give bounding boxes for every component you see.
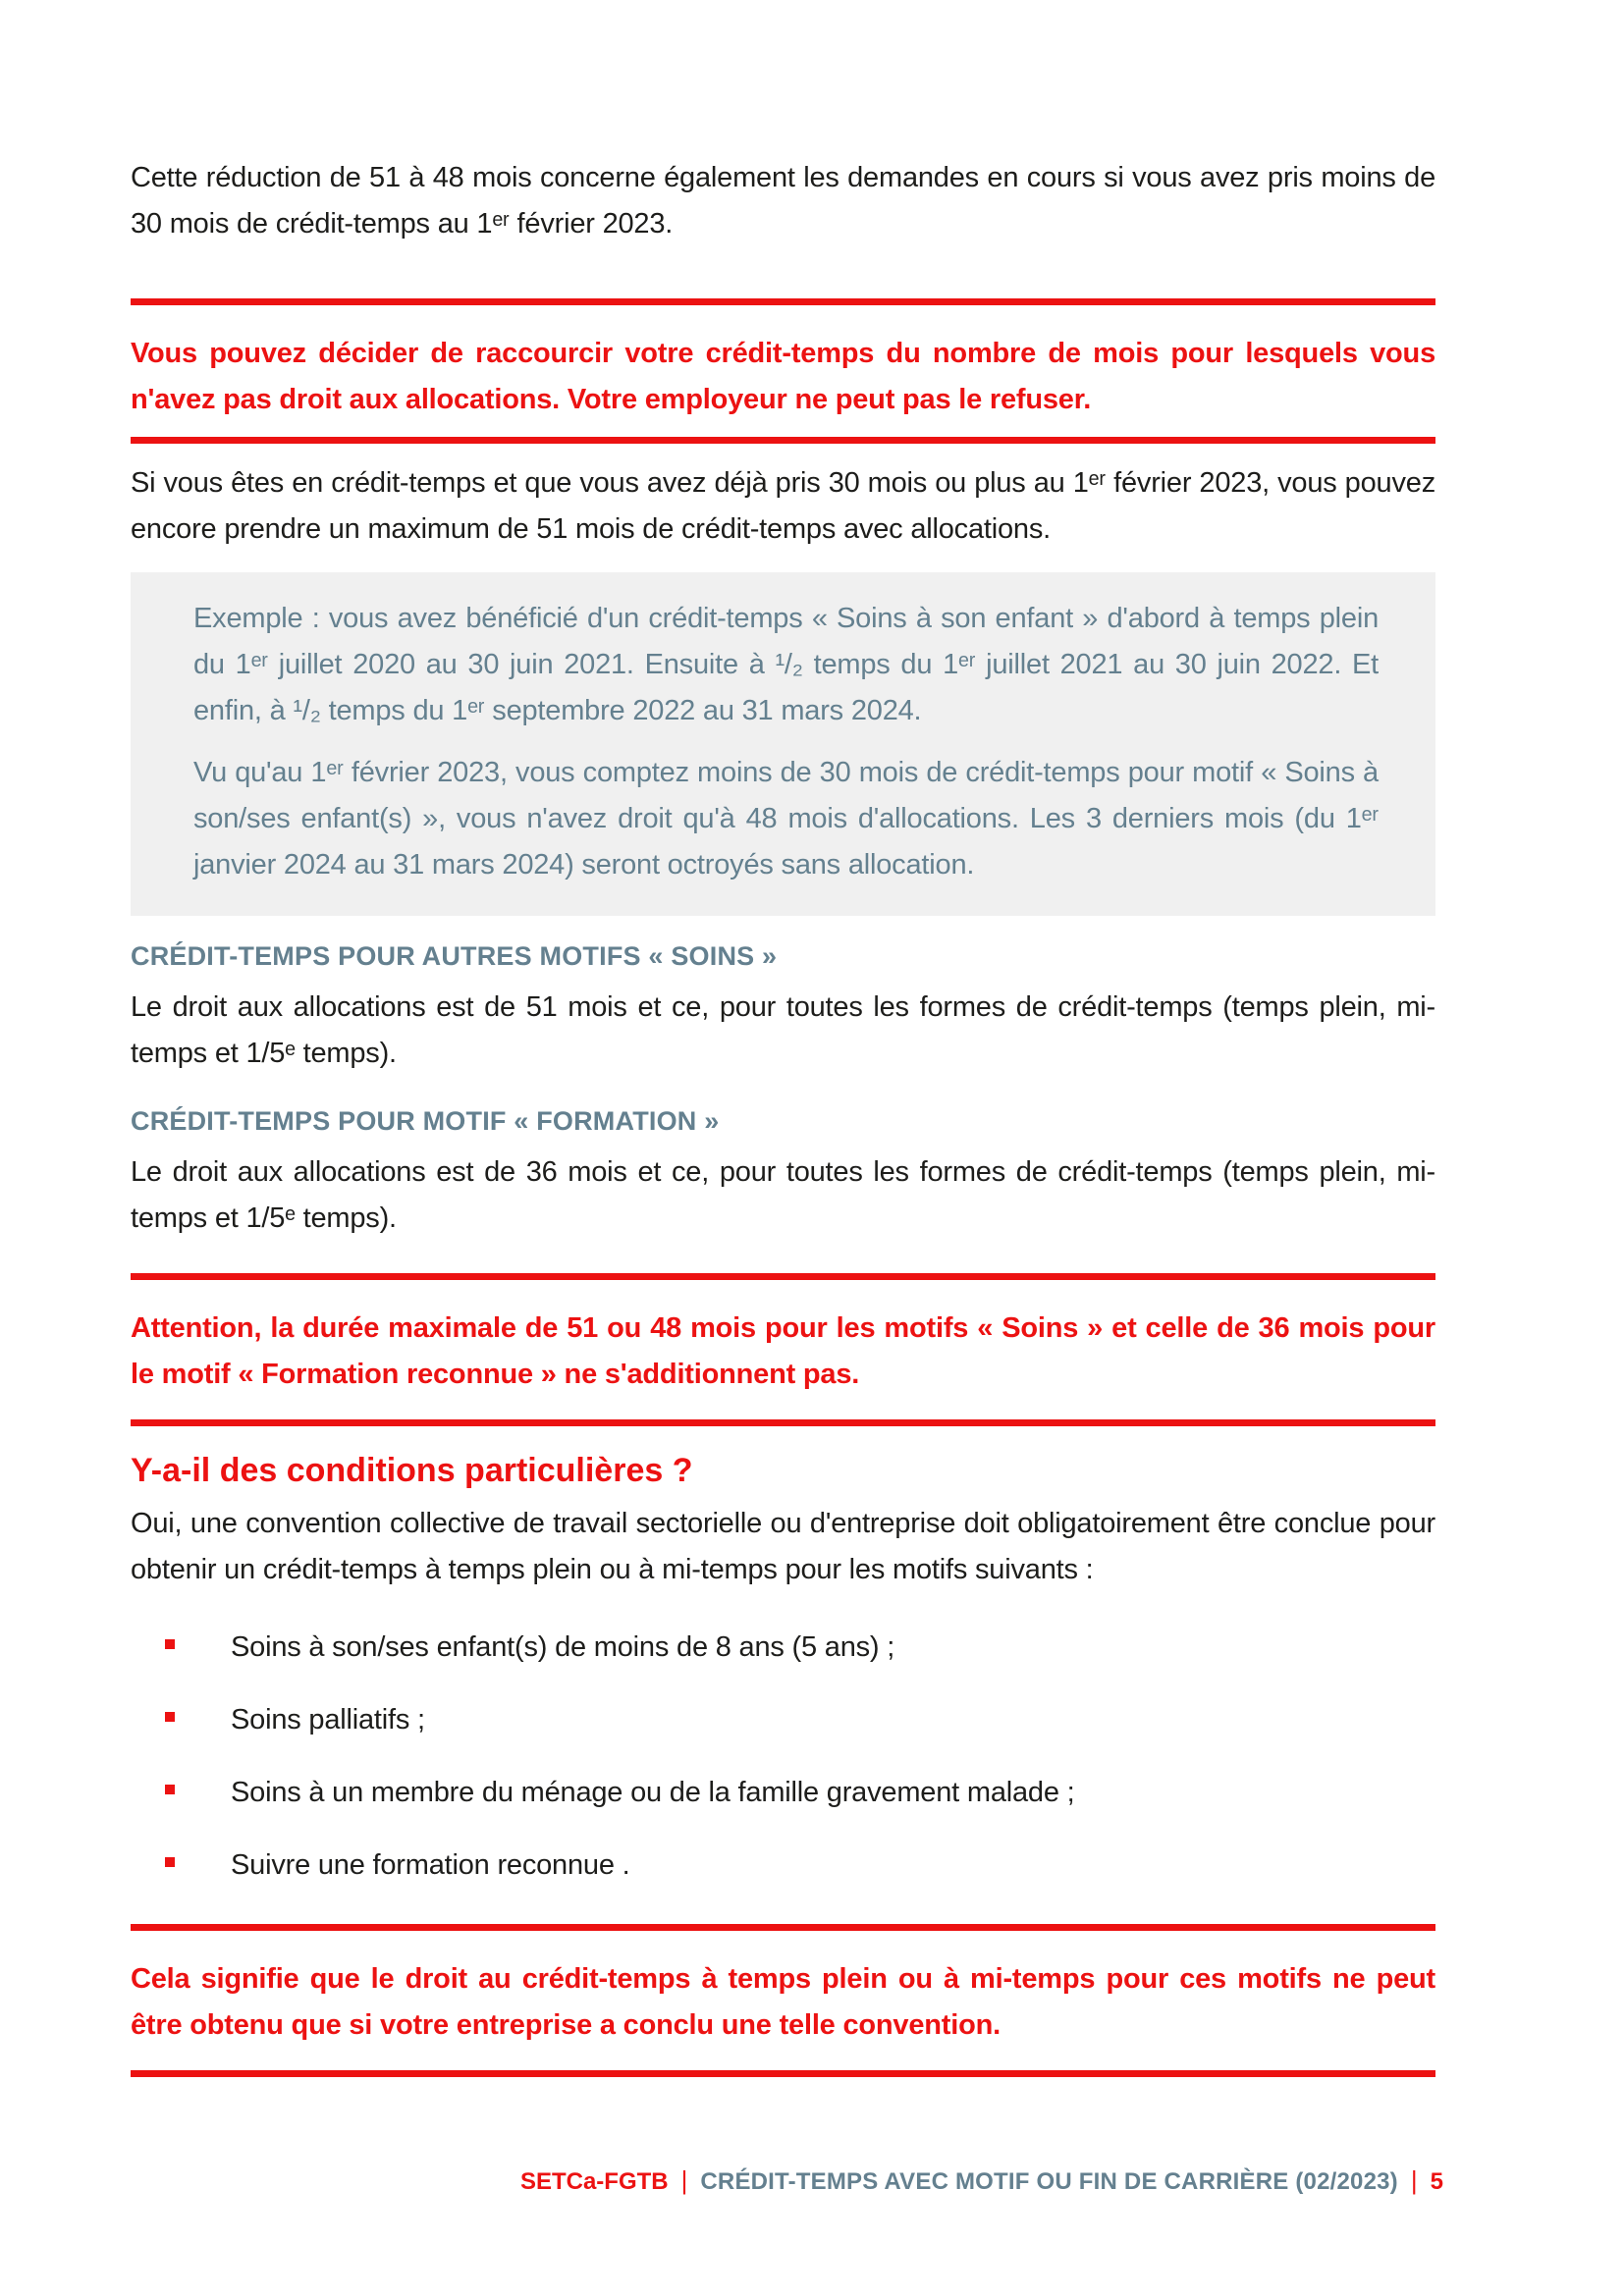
- question-heading: Y-a-il des conditions particulières ?: [131, 1452, 693, 1489]
- question-body: Oui, une convention collective de travail sectorielle ou d'entreprise doit obligatoirement être conclue pour obtenir un crédit-temps à temps plein ou à mi-temps pour les motifs suivants :: [131, 1508, 1435, 1585]
- conditions-bullet-list: [131, 1625, 1435, 1889]
- footer-page-number: 5: [1430, 2168, 1443, 2195]
- red-divider-3: [131, 1273, 1435, 1280]
- list-item-label: Suivre une formation reconnue .: [231, 1849, 630, 1881]
- body-formation: Le droit aux allocations est de 36 mois et ce, pour toutes les formes de crédit-temps (temps plein, mi-temps et 1/5ᵉ temps).: [131, 1156, 1435, 1234]
- footer-document-title: CRÉDIT-TEMPS AVEC MOTIF OU FIN DE CARRIÈRE (02/2023): [700, 2168, 1398, 2195]
- list-item: [131, 1770, 1435, 1816]
- red-square-bullet-icon: [165, 1712, 175, 1722]
- footer: [520, 2165, 1443, 2196]
- callout-attention: Attention, la durée maximale de 51 ou 48 mois pour les motifs « Soins » et celle de 36 mois pour le motif « Formation reconnue » ne s'additionnent pas.: [131, 1312, 1435, 1390]
- heading-soins: CRÉDIT-TEMPS POUR AUTRES MOTIFS « SOINS »: [131, 941, 778, 971]
- callout-convention: Cela signifie que le droit au crédit-temps à temps plein ou à mi-temps pour ces motifs ne peut être obtenu que si votre entreprise a conclu une telle convention.: [131, 1963, 1435, 2041]
- red-divider-1: [131, 298, 1435, 305]
- red-divider-6: [131, 2070, 1435, 2077]
- page-content: [131, 0, 1435, 2077]
- list-item-label: Soins palliatifs ;: [231, 1704, 425, 1735]
- footer-separator: |: [1410, 2165, 1418, 2195]
- intro-paragraph: Cette réduction de 51 à 48 mois concerne également les demandes en cours si vous avez pris moins de 30 mois de crédit-temps au 1ᵉʳ février 2023.: [131, 162, 1435, 240]
- example-paragraph-2: Vu qu'au 1ᵉʳ février 2023, vous comptez moins de 30 mois de crédit-temps pour motif « Soins à son/ses enfant(s) », vous n'avez droit qu'à 48 mois d'allocations. Les 3 derniers mois (du 1ᵉʳ janvier 2024 au 31 mars 2024) seront octroyés sans allocation.: [193, 757, 1379, 881]
- body-soins: Le droit aux allocations est de 51 mois et ce, pour toutes les formes de crédit-temps (temps plein, mi-temps et 1/5ᵉ temps).: [131, 991, 1435, 1069]
- example-box: [131, 572, 1435, 916]
- heading-formation: CRÉDIT-TEMPS POUR MOTIF « FORMATION »: [131, 1106, 720, 1136]
- red-divider-4: [131, 1419, 1435, 1426]
- list-item: [131, 1697, 1435, 1743]
- callout-shorten-credit: Vous pouvez décider de raccourcir votre crédit-temps du nombre de mois pour lesquels vous n'avez pas droit aux allocations. Votre employeur ne peut pas le refuser.: [131, 338, 1435, 415]
- list-item: [131, 1625, 1435, 1671]
- list-item: [131, 1842, 1435, 1889]
- footer-separator: |: [680, 2165, 688, 2195]
- red-divider-2: [131, 437, 1435, 444]
- red-divider-5: [131, 1924, 1435, 1931]
- list-item-label: Soins à un membre du ménage ou de la famille gravement malade ;: [231, 1777, 1075, 1808]
- paragraph-30-months: Si vous êtes en crédit-temps et que vous avez déjà pris 30 mois ou plus au 1ᵉʳ février 2023, vous pouvez encore prendre un maximum de 51 mois de crédit-temps avec allocations.: [131, 467, 1435, 545]
- list-item-label: Soins à son/ses enfant(s) de moins de 8 ans (5 ans) ;: [231, 1631, 895, 1663]
- red-square-bullet-icon: [165, 1639, 175, 1649]
- red-square-bullet-icon: [165, 1857, 175, 1867]
- footer-brand: SETCa-FGTB: [519, 2168, 669, 2195]
- example-paragraph-1: Exemple : vous avez bénéficié d'un crédit-temps « Soins à son enfant » d'abord à temps plein du 1ᵉʳ juillet 2020 au 30 juin 2021. Ensuite à ¹/₂ temps du 1ᵉʳ juillet 2021 au 30 juin 2022. Et enfin, à ¹/₂ temps du 1ᵉʳ septembre 2022 au 31 mars 2024.: [193, 603, 1379, 726]
- red-square-bullet-icon: [165, 1785, 175, 1794]
